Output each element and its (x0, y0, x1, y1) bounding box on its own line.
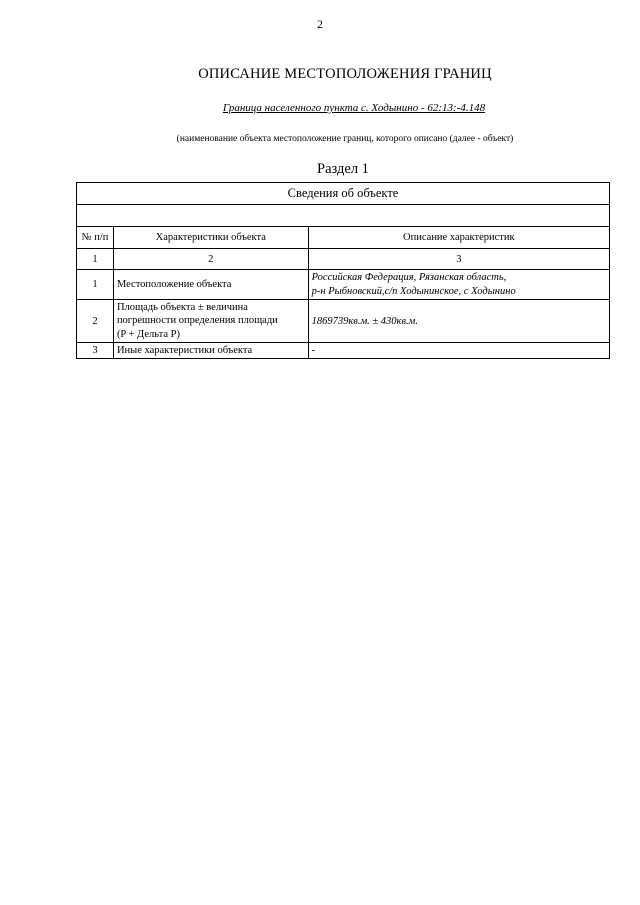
page-number: 2 (317, 17, 323, 31)
object-info-table (76, 182, 610, 359)
characteristic-cell: Местоположение объекта (113, 270, 308, 300)
characteristic-line: Площадь объекта ± величина (116, 302, 248, 314)
description-cell: - (308, 343, 609, 359)
table-row (77, 343, 610, 359)
row-number: 1 (77, 270, 114, 300)
description-line: Российская Федерация, Рязанская область, (311, 272, 507, 284)
table-row (77, 270, 610, 300)
description-line: р-н Рыбновский,с/п Ходынинское, с Ходынино (311, 285, 516, 297)
empty-cell (77, 205, 610, 227)
row-number: 2 (77, 300, 114, 343)
characteristic-line: (P + Дельта P) (116, 328, 180, 340)
characteristic-cell: Иные характеристики объекта (113, 343, 308, 359)
table-row (77, 300, 610, 343)
section-title: Раздел 1 (317, 161, 369, 177)
characteristic-cell (113, 300, 308, 343)
characteristic-line: погрешности определения площади (116, 315, 278, 327)
table-header-row (77, 227, 610, 249)
column-header-characteristic: Характеристики объекта (113, 227, 308, 249)
document-title: ОПИСАНИЕ МЕСТОПОЛОЖЕНИЯ ГРАНИЦ (198, 66, 492, 82)
table-empty-row (77, 205, 610, 227)
table-title: Сведения об объекте (77, 183, 610, 205)
column-number-row (77, 249, 610, 270)
column-header-number: № п/п (77, 227, 114, 249)
column-number-3: 3 (308, 249, 609, 270)
object-name-caption: (наименование объекта местоположение границ, которого описано (далее - объект) (176, 134, 514, 144)
column-number-1: 1 (77, 249, 114, 270)
row-number: 3 (77, 343, 114, 359)
description-cell: 1869739кв.м. ± 430кв.м. (308, 300, 609, 343)
object-name: Граница населенного пункта с. Ходынино - 62:13:-4.148 (222, 102, 486, 114)
column-number-2: 2 (113, 249, 308, 270)
column-header-description: Описание характеристик (308, 227, 609, 249)
table-title-row (77, 183, 610, 205)
description-cell (308, 270, 609, 300)
